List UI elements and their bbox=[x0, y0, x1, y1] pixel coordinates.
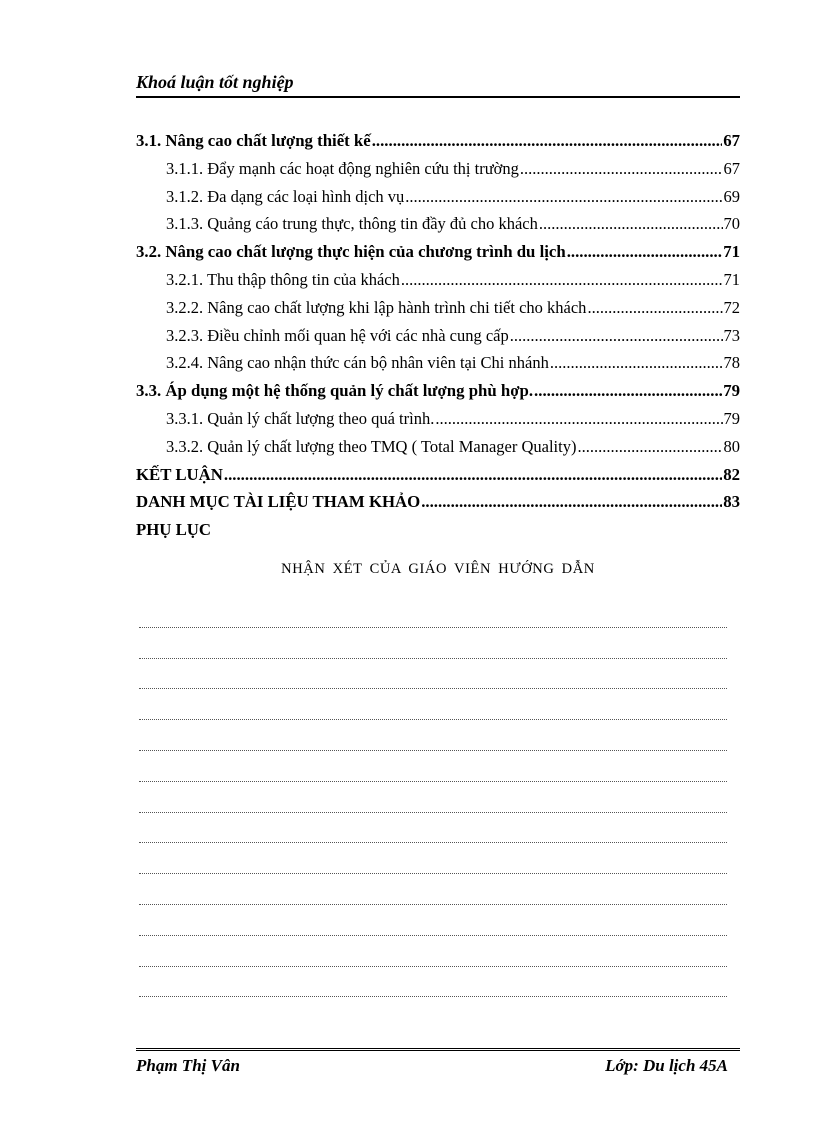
page-footer bbox=[136, 1048, 740, 1081]
toc-entry-page: 80 bbox=[723, 436, 740, 456]
dotted-line bbox=[139, 782, 727, 813]
toc-leader-dots bbox=[577, 437, 722, 457]
toc-leader-dots bbox=[520, 159, 723, 179]
toc-entry-page: 79 bbox=[723, 408, 740, 428]
toc-entry-3-1[interactable] bbox=[136, 131, 740, 159]
footer-author: Phạm Thị Vân bbox=[136, 1056, 240, 1075]
toc-entry-label: 3.3.2. Quản lý chất lượng theo TMQ ( Total Manager Quality) bbox=[166, 436, 577, 456]
dotted-line bbox=[139, 843, 727, 874]
dotted-line bbox=[139, 905, 727, 936]
toc-entry-page: 67 bbox=[723, 158, 740, 178]
toc-entry-3-2[interactable] bbox=[136, 242, 740, 270]
toc-leader-dots bbox=[372, 131, 723, 151]
toc-entry-label: 3.2.2. Nâng cao chất lượng khi lập hành trình chi tiết cho khách bbox=[166, 297, 587, 317]
toc-entry-page: 71 bbox=[723, 269, 740, 289]
toc-entry-3-2-1[interactable] bbox=[136, 270, 740, 298]
toc-entry-3-3[interactable] bbox=[136, 381, 740, 409]
dotted-line bbox=[139, 720, 727, 751]
toc-entry-label: 3.1. Nâng cao chất lượng thiết kế bbox=[136, 131, 371, 150]
toc-entry-3-1-1[interactable] bbox=[136, 159, 740, 187]
toc-entry-label: 3.1.3. Quảng cáo trung thực, thông tin đầy đủ cho khách bbox=[166, 214, 538, 234]
toc-entry-3-2-4[interactable] bbox=[136, 353, 740, 381]
toc-entry-3-2-2[interactable] bbox=[136, 298, 740, 326]
toc-leader-dots bbox=[539, 214, 723, 234]
toc-leader-dots bbox=[405, 187, 722, 207]
toc-entry-3-1-2[interactable] bbox=[136, 187, 740, 215]
toc-entry-page: 73 bbox=[723, 325, 740, 345]
toc-entry-label: PHỤ LỤC bbox=[136, 520, 212, 540]
toc-entry-page: 83 bbox=[723, 492, 740, 512]
toc-leader-dots bbox=[550, 353, 723, 373]
dotted-line bbox=[139, 659, 727, 690]
toc-entry-page: 79 bbox=[723, 381, 740, 401]
dotted-line bbox=[139, 751, 727, 782]
toc-entry-label: 3.2.1. Thu thập thông tin của khách bbox=[166, 269, 400, 289]
toc-leader-dots bbox=[534, 381, 722, 401]
toc-entry-3-2-3[interactable] bbox=[136, 326, 740, 354]
table-of-contents bbox=[136, 131, 740, 548]
toc-entry-3-3-1[interactable] bbox=[136, 409, 740, 437]
toc-entry-label: KẾT LUẬN bbox=[136, 464, 223, 484]
dotted-line bbox=[139, 813, 727, 844]
toc-leader-dots bbox=[587, 298, 722, 318]
dotted-line bbox=[139, 597, 727, 628]
toc-entry-page: 78 bbox=[723, 353, 740, 373]
toc-leader-dots bbox=[421, 492, 722, 512]
dotted-line bbox=[139, 628, 727, 659]
toc-leader-dots bbox=[435, 409, 722, 429]
dotted-line bbox=[139, 874, 727, 905]
toc-entry-label: 3.1.2. Đa dạng các loại hình dịch vụ bbox=[166, 186, 405, 206]
page-header bbox=[136, 68, 740, 98]
review-dotted-lines bbox=[139, 597, 727, 997]
dotted-line bbox=[139, 689, 727, 720]
toc-leader-dots bbox=[401, 270, 723, 290]
toc-entry-page: 82 bbox=[723, 464, 740, 484]
dotted-line bbox=[139, 936, 727, 967]
toc-entry-3-1-3[interactable] bbox=[136, 214, 740, 242]
toc-entry-page: 70 bbox=[723, 214, 740, 234]
header-title: Khoá luận tốt nghiệp bbox=[136, 72, 294, 92]
dotted-line bbox=[139, 967, 727, 998]
toc-entry-page: 71 bbox=[723, 242, 740, 262]
toc-entry-label: 3.2.3. Điều chỉnh mối quan hệ với các nhà cung cấp bbox=[166, 325, 509, 345]
review-section-title: NHẬN XÉT CỦA GIÁO VIÊN HƯỚNG DẪN bbox=[281, 561, 595, 577]
toc-entry-label: 3.2.4. Nâng cao nhận thức cán bộ nhân viên tại Chi nhánh bbox=[166, 353, 549, 373]
toc-entry-label: 3.3. Áp dụng một hệ thống quản lý chất lượng phù hợp. bbox=[136, 381, 534, 401]
toc-entry-label: 3.1.1. Đẩy mạnh các hoạt động nghiên cứu thị trường bbox=[166, 158, 519, 178]
toc-leader-dots bbox=[567, 242, 723, 262]
toc-entry-page: 69 bbox=[723, 186, 740, 206]
toc-entry-references[interactable] bbox=[136, 492, 740, 520]
toc-entry-page: 72 bbox=[723, 297, 740, 317]
toc-entry-label: 3.2. Nâng cao chất lượng thực hiện của chương trình du lịch bbox=[136, 242, 566, 262]
toc-entry-page: 67 bbox=[723, 131, 740, 150]
toc-leader-dots bbox=[510, 326, 723, 346]
footer-class: Lớp: Du lịch 45A bbox=[605, 1056, 728, 1075]
toc-entry-conclusion[interactable] bbox=[136, 465, 740, 493]
toc-entry-appendix[interactable] bbox=[136, 520, 740, 548]
toc-entry-label: DANH MỤC TÀI LIỆU THAM KHẢO bbox=[136, 492, 421, 512]
toc-entry-3-3-2[interactable] bbox=[136, 437, 740, 465]
toc-entry-label: 3.3.1. Quản lý chất lượng theo quá trình. bbox=[166, 408, 435, 428]
toc-leader-dots bbox=[224, 465, 722, 485]
